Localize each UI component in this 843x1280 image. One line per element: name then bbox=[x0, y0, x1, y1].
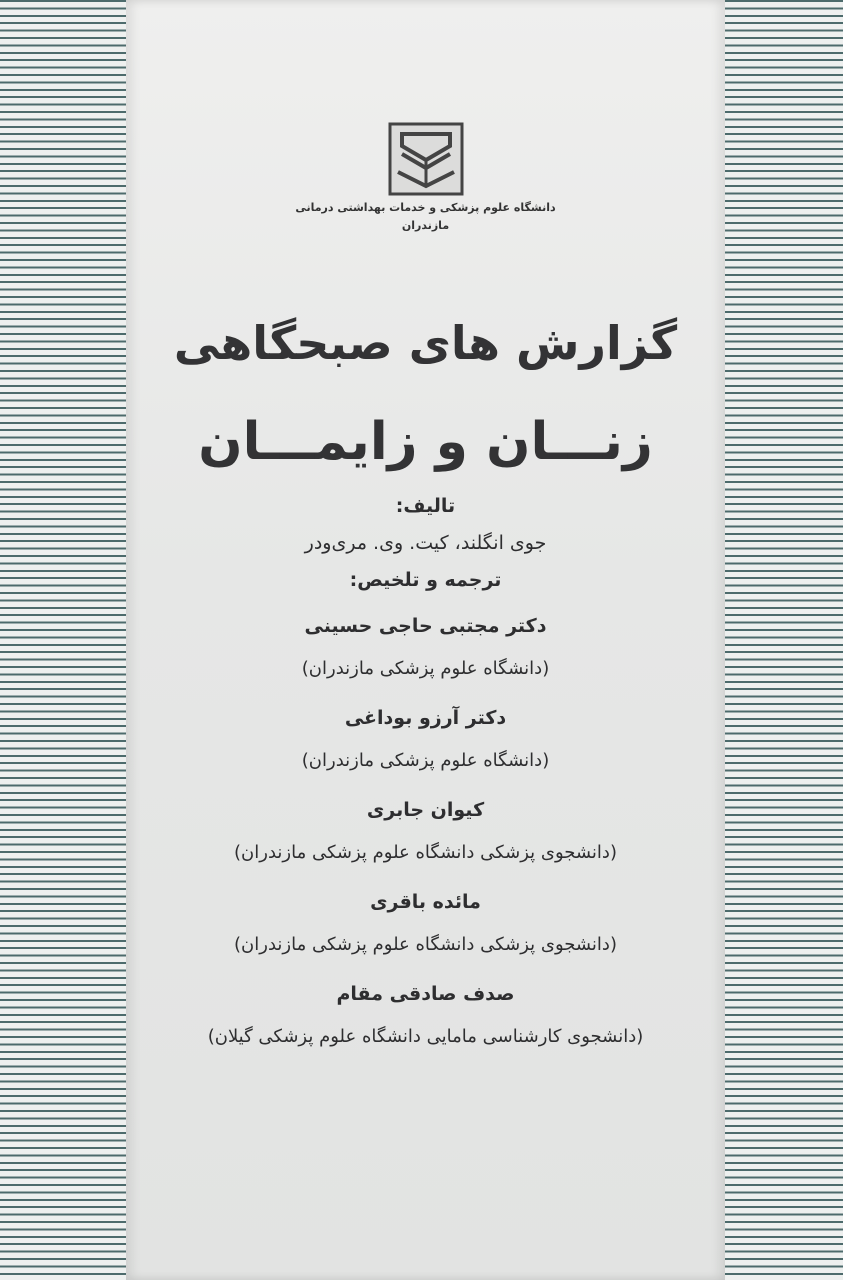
translator-name: صدف صادقی مقام bbox=[336, 983, 515, 1005]
translators-label: ترجمه و تلخیص: bbox=[349, 569, 502, 591]
translator-affiliation: (دانشجوی پزشکی دانشگاه علوم پزشکی مازندران) bbox=[234, 842, 617, 863]
authors-names: جوی انگلند، کیت. وی. مری‌ودر bbox=[304, 532, 547, 554]
left-stripe-border bbox=[0, 0, 126, 1280]
translator-name: دکتر آرزو بوداغی bbox=[344, 707, 507, 729]
translator-affiliation: (دانشجوی پزشکی دانشگاه علوم پزشکی مازندران) bbox=[234, 934, 617, 955]
publisher-logo bbox=[126, 120, 725, 234]
authors-label: تالیف: bbox=[395, 495, 456, 517]
university-emblem-icon bbox=[386, 120, 466, 198]
translator-name: دکتر مجتبی حاجی حسینی bbox=[304, 615, 547, 637]
translator-affiliation: (دانشجوی کارشناسی مامایی دانشگاه علوم پزشکی گیلان) bbox=[207, 1026, 644, 1047]
translator-affiliation: (دانشگاه علوم پزشکی مازندران) bbox=[301, 750, 550, 771]
right-stripe-border bbox=[725, 0, 843, 1280]
translator-name: مائده باقری bbox=[370, 891, 481, 913]
credits-block bbox=[126, 488, 725, 1058]
translator-name: کیوان جابری bbox=[366, 799, 485, 821]
institution-province: مازندران bbox=[401, 219, 450, 232]
institution-name: دانشگاه علوم پزشکی و خدمات بهداشتی درمانی bbox=[295, 201, 556, 214]
translator-affiliation: (دانشگاه علوم پزشکی مازندران) bbox=[301, 658, 550, 679]
book-title-line-1: گزارش های صبحگاهی bbox=[173, 316, 678, 370]
book-title-line-2: زنـــان و زایمـــان bbox=[198, 412, 653, 472]
